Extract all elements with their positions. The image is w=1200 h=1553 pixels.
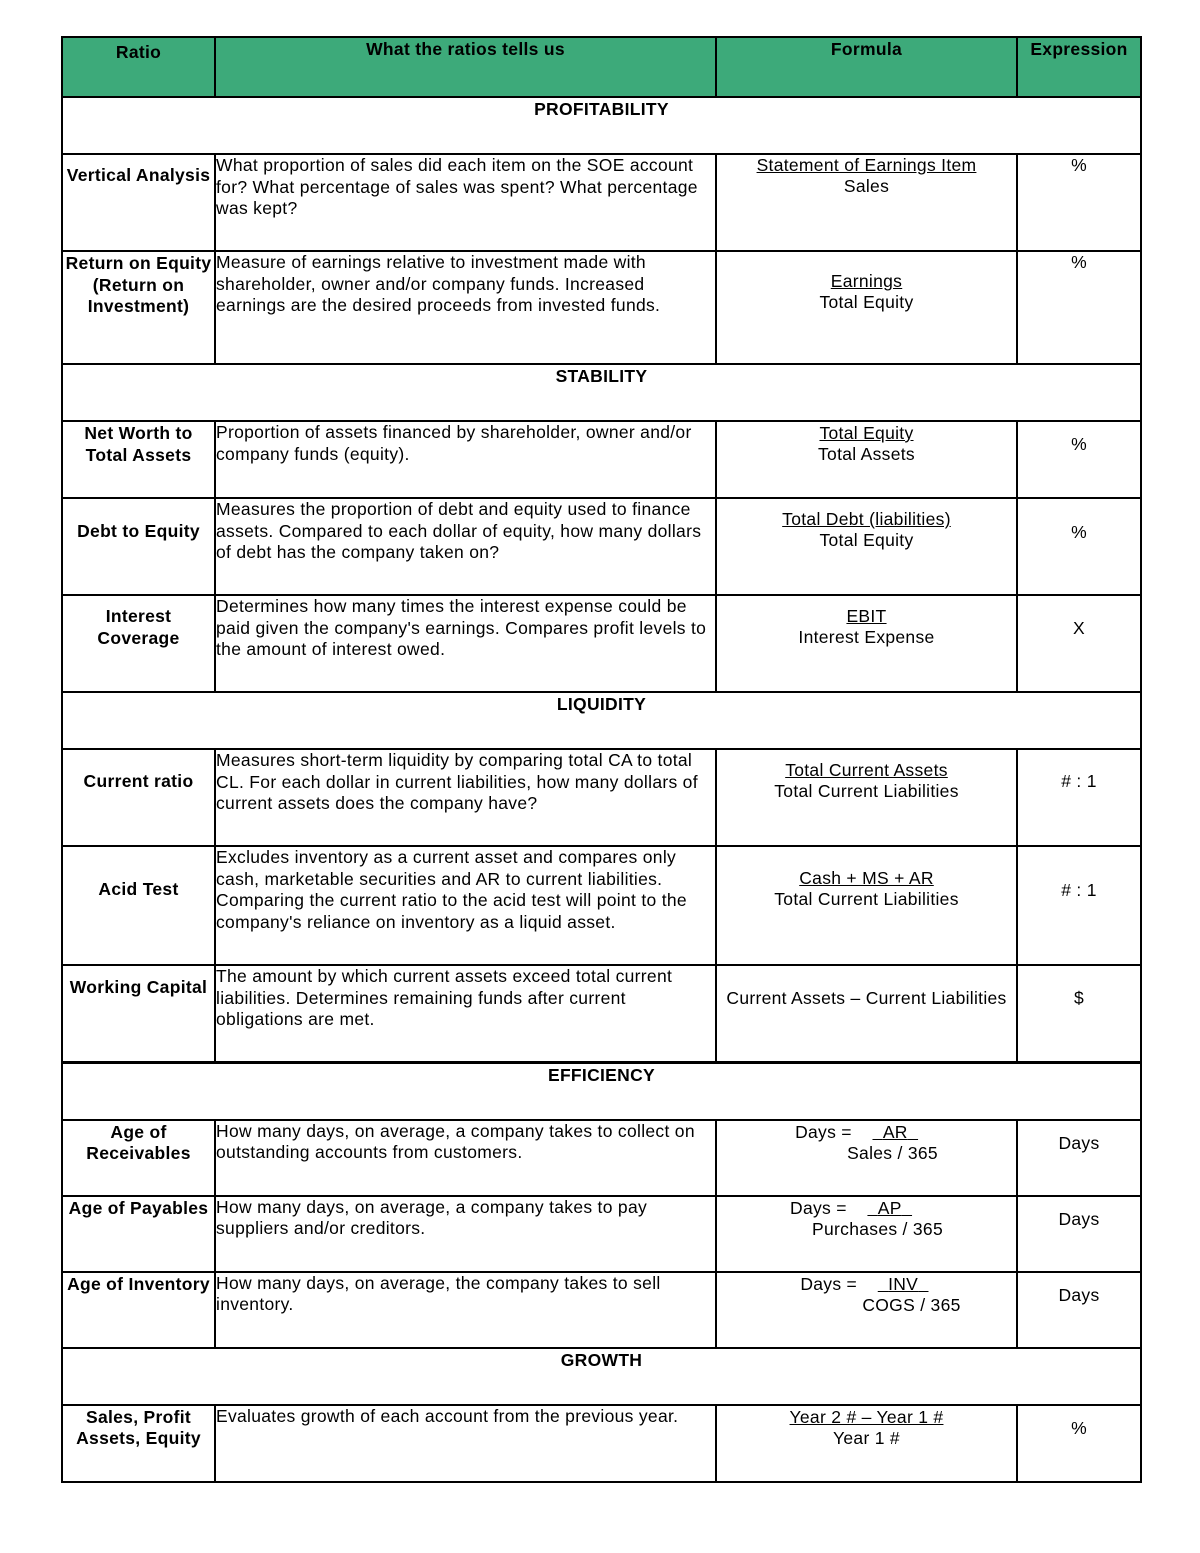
- formula-prefix: Days =: [795, 1121, 852, 1142]
- ratio-name: Acid Test: [62, 846, 215, 965]
- days-fraction: [790, 1198, 943, 1240]
- formula-denominator: Total Equity: [819, 292, 914, 312]
- header-ratio: Ratio: [62, 37, 215, 97]
- ratio-formula: [716, 1120, 1017, 1196]
- ratio-name: Debt to Equity: [62, 498, 215, 595]
- header-expression: Expression: [1017, 37, 1141, 97]
- table-row: [62, 154, 1141, 251]
- days-fraction: [800, 1274, 960, 1316]
- section-header-efficiency: [62, 1062, 1141, 1120]
- section-title: GROWTH: [62, 1348, 1141, 1405]
- formula-denominator: Total Current Liabilities: [774, 889, 959, 909]
- formula-numerator: Cash + MS + AR: [799, 868, 934, 888]
- formula-denominator: Interest Expense: [798, 627, 935, 647]
- table-row: [62, 749, 1141, 846]
- section-header-liquidity: [62, 692, 1141, 749]
- formula-denominator: Year 1 #: [833, 1427, 900, 1448]
- ratio-description: Determines how many times the interest expense could be paid given the company's earnings. Compares profit levels to the amount of interest owed.: [215, 595, 716, 692]
- ratio-name: Net Worth to Total Assets: [62, 421, 215, 498]
- ratio-formula: [716, 1196, 1017, 1272]
- ratio-name: Working Capital: [62, 965, 215, 1062]
- ratio-formula: [716, 251, 1017, 364]
- formula-denominator: COGS / 365: [862, 1294, 961, 1315]
- ratio-formula: Current Assets – Current Liabilities: [716, 965, 1017, 1062]
- formula-denominator: Sales / 365: [847, 1142, 938, 1163]
- ratio-formula: [716, 846, 1017, 965]
- table-row: [62, 846, 1141, 965]
- ratio-expression: Days: [1017, 1196, 1141, 1272]
- ratio-description: How many days, on average, a company takes to pay suppliers and/or creditors.: [215, 1196, 716, 1272]
- ratio-expression: Days: [1017, 1272, 1141, 1348]
- ratio-name: Age of Inventory: [62, 1272, 215, 1348]
- ratio-expression: %: [1017, 421, 1141, 498]
- ratio-description: Measure of earnings relative to investment made with shareholder, owner and/or company funds. Increased earnings are the desired proceeds from invested funds.: [215, 251, 716, 364]
- ratio-expression: %: [1017, 251, 1141, 364]
- ratio-name: Age of Receivables: [62, 1120, 215, 1196]
- formula-denominator: Total Assets: [818, 444, 915, 464]
- ratio-formula: [716, 1272, 1017, 1348]
- ratio-description: Evaluates growth of each account from the previous year.: [215, 1405, 716, 1482]
- ratio-expression: $: [1017, 965, 1141, 1062]
- ratio-description: What proportion of sales did each item on the SOE account for? What percentage of sales was spent? What percentage was kept?: [215, 154, 716, 251]
- ratio-expression: %: [1017, 154, 1141, 251]
- section-header-growth: [62, 1348, 1141, 1405]
- header-formula: Formula: [716, 37, 1017, 97]
- ratio-description: How many days, on average, a company takes to collect on outstanding accounts from customers.: [215, 1120, 716, 1196]
- table-row: [62, 498, 1141, 595]
- formula-denominator: Sales: [843, 176, 890, 196]
- ratio-name: Vertical Analysis: [62, 154, 215, 251]
- section-title: EFFICIENCY: [62, 1062, 1141, 1120]
- ratio-name: Age of Payables: [62, 1196, 215, 1272]
- ratio-name: Interest Coverage: [62, 595, 215, 692]
- section-title: PROFITABILITY: [62, 97, 1141, 154]
- formula-prefix: Days =: [800, 1273, 858, 1294]
- formula-prefix: Days =: [790, 1197, 847, 1218]
- formula-numerator: EBIT: [846, 606, 887, 626]
- formula-numerator: AR: [882, 1121, 908, 1142]
- table-row: [62, 1272, 1141, 1348]
- formula-numerator: Statement of Earnings Item: [756, 155, 977, 175]
- ratio-formula: [716, 749, 1017, 846]
- ratio-formula: [716, 421, 1017, 498]
- ratio-description: Measures short-term liquidity by comparing total CA to total CL. For each dollar in current liabilities, how many dollars of current assets does the company have?: [215, 749, 716, 846]
- ratio-name: Sales, Profit Assets, Equity: [62, 1405, 215, 1482]
- formula-denominator: Purchases / 365: [812, 1218, 943, 1239]
- table-row: [62, 251, 1141, 364]
- formula-numerator: AP: [877, 1197, 902, 1218]
- ratio-formula: [716, 1405, 1017, 1482]
- formula-denominator: Total Equity: [819, 530, 914, 550]
- ratios-table: [61, 36, 1142, 1483]
- formula-numerator: Total Debt (liabilities): [782, 509, 951, 529]
- formula-numerator: INV: [888, 1273, 919, 1294]
- table-row: [62, 1196, 1141, 1272]
- table-row: [62, 595, 1141, 692]
- section-header-stability: [62, 364, 1141, 421]
- table-row: [62, 965, 1141, 1062]
- ratio-description: Proportion of assets financed by shareholder, owner and/or company funds (equity).: [215, 421, 716, 498]
- ratio-description: Excludes inventory as a current asset and compares only cash, marketable securities and AR to current liabilities. Comparing the current ratio to the acid test will point to the company's reliance on inventory as a liquid asset.: [215, 846, 716, 965]
- section-title: LIQUIDITY: [62, 692, 1141, 749]
- ratio-formula: [716, 595, 1017, 692]
- ratio-expression: Days: [1017, 1120, 1141, 1196]
- section-header-profitability: [62, 97, 1141, 154]
- ratio-name: Current ratio: [62, 749, 215, 846]
- ratio-formula: [716, 498, 1017, 595]
- header-what: What the ratios tells us: [215, 37, 716, 97]
- formula-denominator: Total Current Liabilities: [774, 781, 959, 801]
- ratio-name: Return on Equity (Return on Investment): [62, 251, 215, 364]
- table-row: [62, 1405, 1141, 1482]
- table-row: [62, 421, 1141, 498]
- section-title: STABILITY: [62, 364, 1141, 421]
- table-row: [62, 1120, 1141, 1196]
- ratio-description: The amount by which current assets exceed total current liabilities. Determines remaining funds after current obligations are met.: [215, 965, 716, 1062]
- formula-numerator: Total Equity: [819, 423, 914, 443]
- ratio-expression: %: [1017, 498, 1141, 595]
- ratio-description: How many days, on average, the company takes to sell inventory.: [215, 1272, 716, 1348]
- ratio-expression: X: [1017, 595, 1141, 692]
- ratio-expression: %: [1017, 1405, 1141, 1482]
- days-fraction: [795, 1122, 938, 1164]
- ratio-description: Measures the proportion of debt and equity used to finance assets. Compared to each dollar of equity, how many dollars of debt has the company taken on?: [215, 498, 716, 595]
- ratio-expression: # : 1: [1017, 846, 1141, 965]
- ratio-expression: # : 1: [1017, 749, 1141, 846]
- formula-numerator: Year 2 # – Year 1 #: [789, 1406, 944, 1427]
- ratio-formula: [716, 154, 1017, 251]
- formula-numerator: Total Current Assets: [785, 760, 948, 780]
- header-row: [62, 37, 1141, 97]
- formula-numerator: Earnings: [830, 271, 903, 291]
